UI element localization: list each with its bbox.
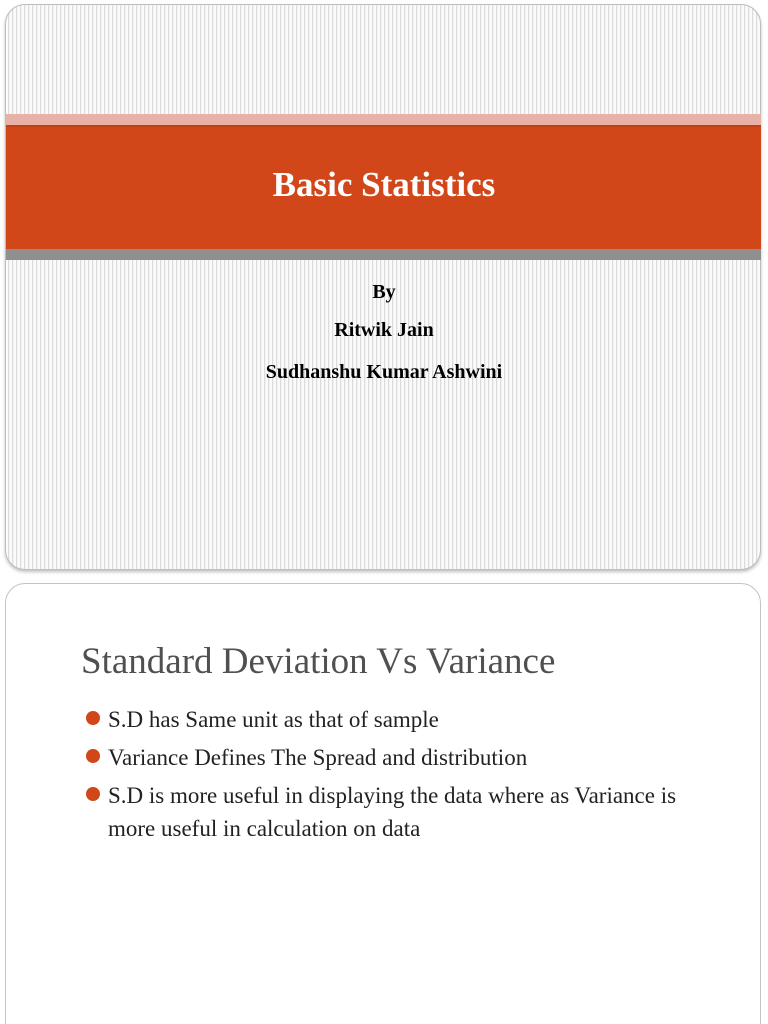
title-band-top-stripe bbox=[6, 114, 761, 125]
title-band-bottom-stripe bbox=[6, 249, 761, 260]
bullet-item bbox=[86, 779, 726, 845]
bullet-item bbox=[86, 741, 726, 774]
slide-title: Basic Statistics bbox=[272, 165, 496, 204]
bullet-text: S.D is more useful in displaying the data where as Variance is more useful in calculation on data bbox=[108, 783, 677, 841]
bullet-list bbox=[86, 703, 726, 850]
bullet-text: S.D has Same unit as that of sample bbox=[108, 707, 439, 732]
bullet-item bbox=[86, 703, 726, 736]
bullet-text: Variance Defines The Spread and distribution bbox=[108, 745, 528, 770]
bullet-dot-icon bbox=[86, 711, 100, 725]
bullet-dot-icon bbox=[86, 749, 100, 763]
by-label: By bbox=[372, 281, 396, 303]
author-name: Sudhanshu Kumar Ashwini bbox=[265, 361, 503, 383]
content-slide-title: Standard Deviation Vs Variance bbox=[81, 641, 556, 682]
bullet-dot-icon bbox=[86, 787, 100, 801]
author-name: Ritwik Jain bbox=[334, 319, 434, 341]
